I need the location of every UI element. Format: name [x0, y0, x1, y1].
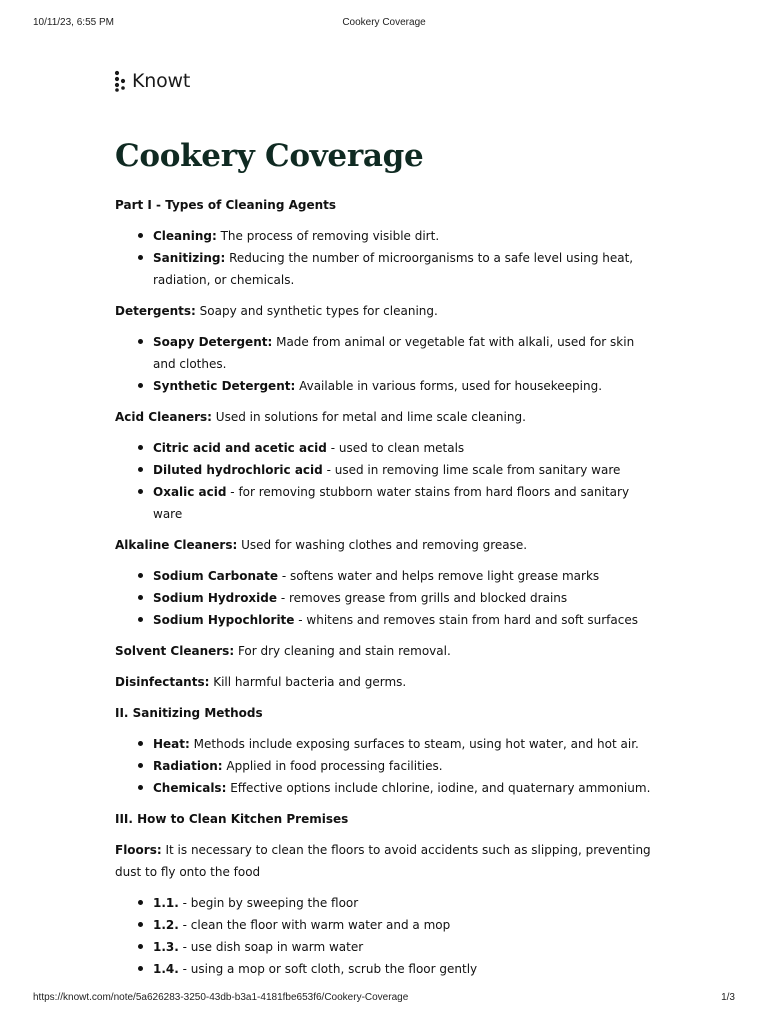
paragraph-disinfectants: Disinfectants: Kill harmful bacteria and germs.: [115, 675, 407, 689]
list-item: Sanitizing: Reducing the number of microorganisms to a safe level using heat, radiation, or chemicals.: [153, 247, 660, 291]
print-title: Cookery Coverage: [342, 17, 426, 28]
list-sanitizing-methods: [115, 733, 660, 799]
paragraph-detergents: Detergents: Soapy and synthetic types for cleaning.: [115, 304, 438, 318]
print-header: [33, 17, 735, 31]
paragraph-acid-cleaners: Acid Cleaners: Used in solutions for metal and lime scale cleaning.: [115, 410, 526, 424]
list-item: Sodium Hypochlorite - whitens and removes stain from hard and soft surfaces: [153, 609, 660, 631]
page-title: Cookery Coverage: [115, 138, 424, 174]
knowt-logo[interactable]: [114, 68, 190, 94]
list-item: Oxalic acid - for removing stubborn water stains from hard floors and sanitary ware: [153, 481, 660, 525]
list-item: Soapy Detergent: Made from animal or vegetable fat with alkali, used for skin and clothes.: [153, 331, 660, 375]
list-item: 1.3. - use dish soap in warm water: [153, 936, 660, 958]
list-item: Sodium Hydroxide - removes grease from grills and blocked drains: [153, 587, 660, 609]
list-item: Cleaning: The process of removing visible dirt.: [153, 225, 660, 247]
list-detergents: [115, 331, 660, 397]
paragraph-floors: Floors: It is necessary to clean the floors to avoid accidents such as slipping, preventing dust to fly onto the food: [115, 843, 651, 879]
list-item: 1.4. - using a mop or soft cloth, scrub the floor gently: [153, 958, 660, 980]
list-alkaline-cleaners: [115, 565, 660, 631]
list-item: 1.2. - clean the floor with warm water and a mop: [153, 914, 660, 936]
list-item: Synthetic Detergent: Available in various forms, used for housekeeping.: [153, 375, 660, 397]
section-heading-part1: Part I - Types of Cleaning Agents: [115, 198, 337, 212]
list-item: Sodium Carbonate - softens water and helps remove light grease marks: [153, 565, 660, 587]
note-content: [115, 136, 660, 989]
print-page-number: 1/3: [721, 992, 735, 1003]
list-floor-steps: [115, 892, 660, 980]
print-url: https://knowt.com/note/5a626283-3250-43db-b3a1-4181fbe653f6/Cookery-Coverage: [33, 992, 409, 1003]
list-item: Diluted hydrochloric acid - used in removing lime scale from sanitary ware: [153, 459, 660, 481]
print-footer: [33, 992, 735, 1006]
list-part1: [115, 225, 660, 291]
logo-text: Knowt: [132, 70, 191, 92]
knowt-dots-icon: [114, 70, 126, 92]
paragraph-solvent-cleaners: Solvent Cleaners: For dry cleaning and stain removal.: [115, 644, 451, 658]
list-item: 1.1. - begin by sweeping the floor: [153, 892, 660, 914]
paragraph-alkaline-cleaners: Alkaline Cleaners: Used for washing clothes and removing grease.: [115, 538, 528, 552]
list-item: Radiation: Applied in food processing facilities.: [153, 755, 660, 777]
section-heading-part2: II. Sanitizing Methods: [115, 706, 263, 720]
list-item: Heat: Methods include exposing surfaces to steam, using hot water, and hot air.: [153, 733, 660, 755]
list-item: Chemicals: Effective options include chlorine, iodine, and quaternary ammonium.: [153, 777, 660, 799]
list-acid-cleaners: [115, 437, 660, 525]
print-datetime: 10/11/23, 6:55 PM: [33, 17, 114, 28]
list-item: Citric acid and acetic acid - used to clean metals: [153, 437, 660, 459]
section-heading-part3: III. How to Clean Kitchen Premises: [115, 812, 349, 826]
